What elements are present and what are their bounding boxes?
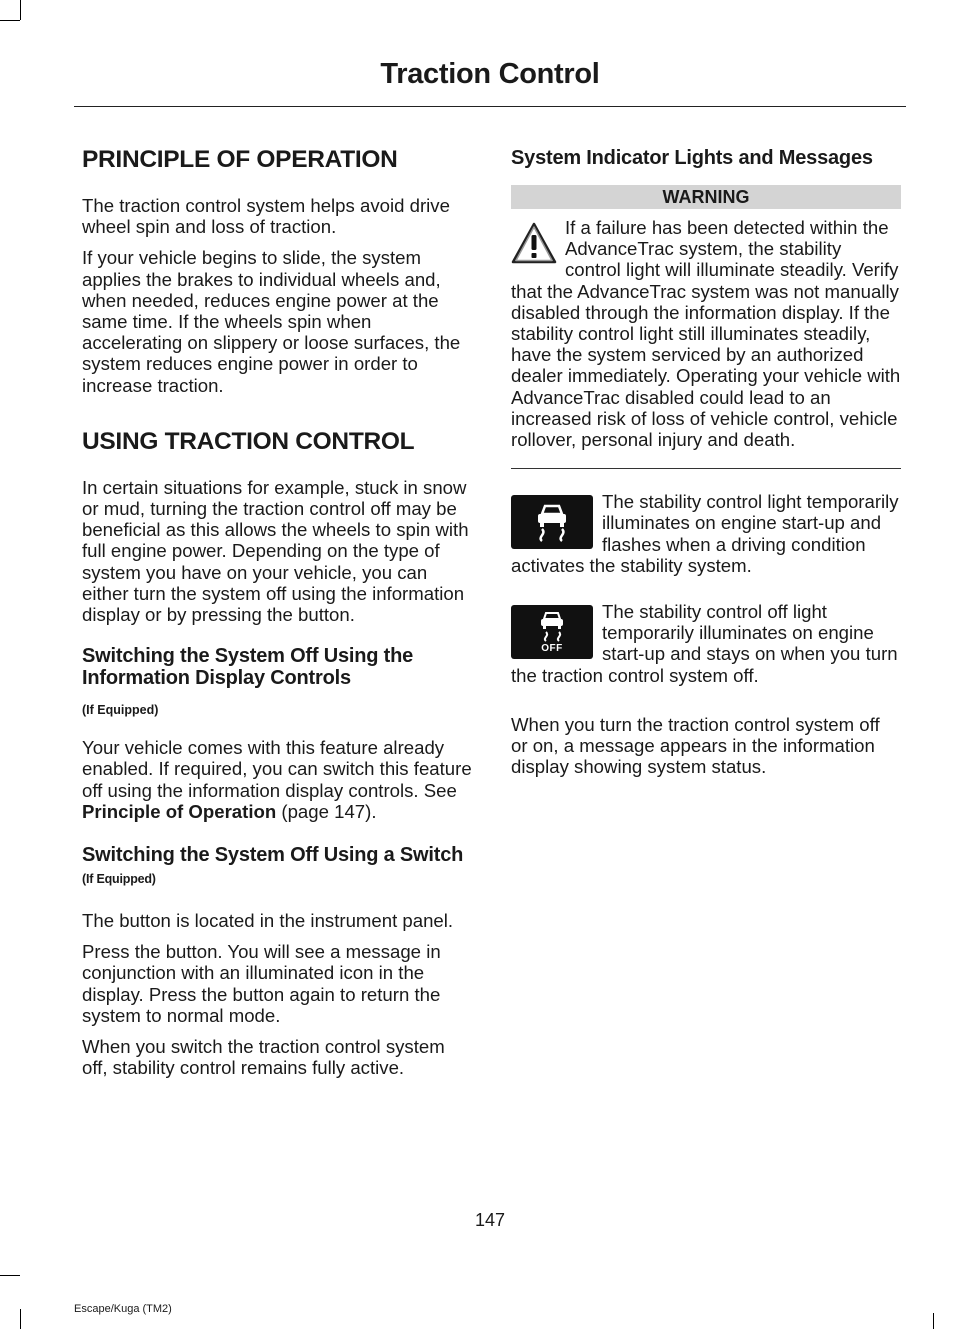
paragraph: In certain situations for example, stuck in snow or mud, turning the traction control off may be beneficial as this allows the wheels to spin with full engine power. Depending on the type of system you have on your vehicle, you can either turn the system off using the information display or by pressing the button.: [82, 476, 469, 626]
page-reference: (page 147).: [276, 800, 377, 822]
right-column: [511, 145, 901, 787]
left-column: [82, 145, 472, 1088]
paragraph: If your vehicle begins to slide, the system applies the brakes to individual wheels and, when needed, reduces engine power at the same time. If the wheels spin when accelerating on slippery or loose surfaces, the system reduces engine power in order to increase traction.: [82, 247, 461, 396]
indicator-description: The stability control off light temporarily illuminates on engine start-up and stays on when you turn the traction control system off.: [511, 601, 898, 686]
subsection-heading: Switching the System Off Using the Information Display Controls: [82, 645, 414, 690]
using-traction-control-section: [82, 427, 472, 625]
stability-control-icon: [511, 495, 593, 549]
if-equipped-note: (If Equipped): [82, 872, 156, 887]
crop-mark: [0, 20, 20, 21]
title-divider: [74, 106, 906, 107]
footer-model: Escape/Kuga (TM2): [74, 1303, 172, 1315]
off-label: OFF: [541, 643, 563, 655]
crop-mark: [0, 1275, 20, 1276]
stability-off-light-item: [511, 601, 901, 696]
paragraph: When you turn the traction control system off or on, a message appears in the information display showing system status.: [511, 713, 880, 778]
subsection-heading-text: Switching the System Off Using a Switch: [82, 844, 464, 867]
section-heading: PRINCIPLE OF OPERATION: [82, 146, 398, 173]
paragraph: Press the button. You will see a message in conjunction with an illuminated icon in the display. Press the button again to return the system to normal mode.: [82, 941, 441, 1026]
paragraph: When you switch the traction control system off, stability control remains fully active.: [82, 1036, 445, 1079]
warning-text: If a failure has been detected within the AdvanceTrac system, the stability control light will illuminate steadily. Verify that the AdvanceTrac system was not manually disabled through the information display. If the stability control light still illuminates steadily, have the system serviced by an authorized dealer immediately. Operating your vehicle with AdvanceTrac disabled could lead to an increased risk of loss of vehicle control, vehicle rollover, personal injury and death.: [511, 217, 901, 451]
paragraph: [82, 737, 472, 822]
stability-light-item: [511, 491, 901, 586]
principle-of-operation-section: [82, 145, 472, 396]
warning-label: WARNING: [511, 185, 901, 209]
warning-block: [511, 217, 901, 450]
if-equipped-note: (If Equipped): [82, 703, 159, 718]
indicator-description: The stability control light temporarily illuminates on engine start-up and flashes when a driving condition activates the stability system.: [511, 491, 899, 576]
paragraph: The button is located in the instrument panel.: [82, 910, 454, 932]
info-display-switch-section: [82, 645, 472, 822]
page-number: 147: [474, 1210, 506, 1230]
subsection-heading: [82, 844, 472, 890]
subsection-heading: System Indicator Lights and Messages: [511, 147, 873, 169]
section-heading: USING TRACTION CONTROL: [82, 427, 415, 455]
paragraph-text: Your vehicle comes with this feature already enabled. If required, you can switch this feature off using the information display controls. See: [82, 737, 472, 801]
warning-divider: [511, 468, 901, 469]
page-title: Traction Control: [380, 58, 600, 90]
paragraph: The traction control system helps avoid drive wheel spin and loss of traction.: [82, 195, 450, 238]
crop-mark: [20, 0, 21, 20]
crop-mark: [933, 1313, 934, 1329]
warning-triangle-icon: [511, 221, 557, 270]
switch-section: [82, 844, 472, 1078]
cross-reference-link[interactable]: Principle of Operation: [82, 800, 277, 822]
stability-control-off-icon: [511, 605, 593, 659]
crop-mark: [20, 1309, 21, 1329]
